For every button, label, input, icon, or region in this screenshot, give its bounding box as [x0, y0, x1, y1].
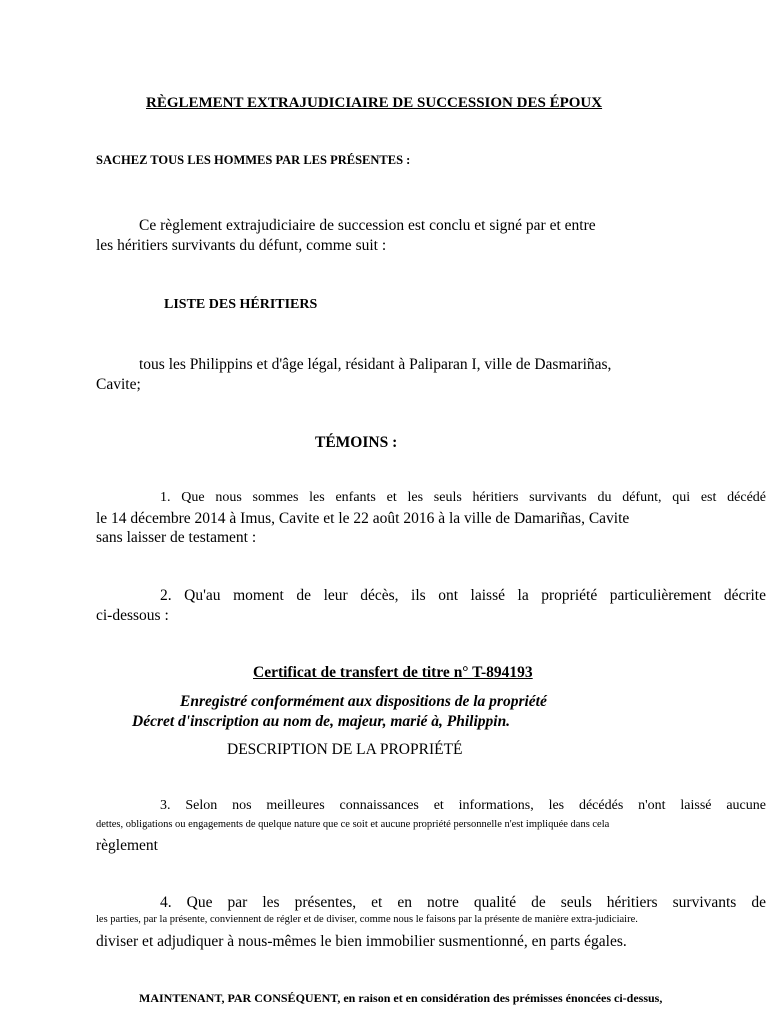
item-4-line-1: 4. Que par les présentes, et en notre qualité de seuls héritiers survivants de	[160, 894, 766, 911]
item-1-line-2: le 14 décembre 2014 à Imus, Cavite et le 22 août 2016 à la ville de Damariñas, Cavite	[96, 510, 630, 527]
registered-line: Enregistré conformément aux dispositions de la propriété	[180, 693, 547, 710]
item-3-line-3: règlement	[96, 837, 158, 854]
document-title: RÈGLEMENT EXTRAJUDICIAIRE DE SUCCESSION DES ÉPOUX	[146, 95, 603, 111]
item-3-line-1: 3. Selon nos meilleures connaissances et informations, les décédés n'ont laissé aucune	[160, 798, 766, 813]
heirs-heading: LISTE DES HÉRITIERS	[164, 297, 318, 312]
witnesses-heading: TÉMOINS :	[315, 434, 398, 451]
now-therefore-line	[139, 991, 662, 1006]
item-4-line-2: les parties, par la présente, conviennent de régler et de diviser, comme nous le faisons par la présente de manière extra-judiciaire.	[96, 914, 638, 925]
property-description-heading: DESCRIPTION DE LA PROPRIÉTÉ	[227, 741, 463, 758]
item-1-line-3: sans laisser de testament :	[96, 529, 257, 546]
now-therefore-rest: en raison et en considération des prémisses énoncées ci-dessus,	[340, 991, 663, 1005]
intro-heading: SACHEZ TOUS LES HOMMES PAR LES PRÉSENTES :	[96, 153, 411, 167]
intro-paragraph-line-1: Ce règlement extrajudiciaire de succession est conclu et signé par et entre	[139, 217, 596, 234]
residence-line-2: Cavite;	[96, 376, 141, 393]
item-3-line-2: dettes, obligations ou engagements de quelque nature que ce soit et aucune propriété personnelle n'est impliquée dans cela	[96, 819, 610, 830]
now-therefore-bold: MAINTENANT, PAR CONSÉQUENT,	[139, 991, 341, 1005]
item-1-line-1: 1. Que nous sommes les enfants et les seuls héritiers survivants du défunt, qui est décédé	[160, 490, 766, 505]
item-2-line-1: 2. Qu'au moment de leur décès, ils ont laissé la propriété particulièrement décrite	[160, 587, 766, 604]
item-2-line-2: ci-dessous :	[96, 607, 169, 624]
residence-line-1: tous les Philippins et d'âge légal, résidant à Paliparan I, ville de Dasmariñas,	[139, 356, 612, 373]
certificate-title: Certificat de transfert de titre n° T-894193	[253, 664, 533, 681]
decree-line: Décret d'inscription au nom de, majeur, marié à, Philippin.	[132, 713, 511, 730]
item-4-line-3: diviser et adjudiquer à nous-mêmes le bien immobilier susmentionné, en parts égales.	[96, 933, 627, 950]
intro-paragraph-line-2: les héritiers survivants du défunt, comme suit :	[96, 237, 387, 254]
